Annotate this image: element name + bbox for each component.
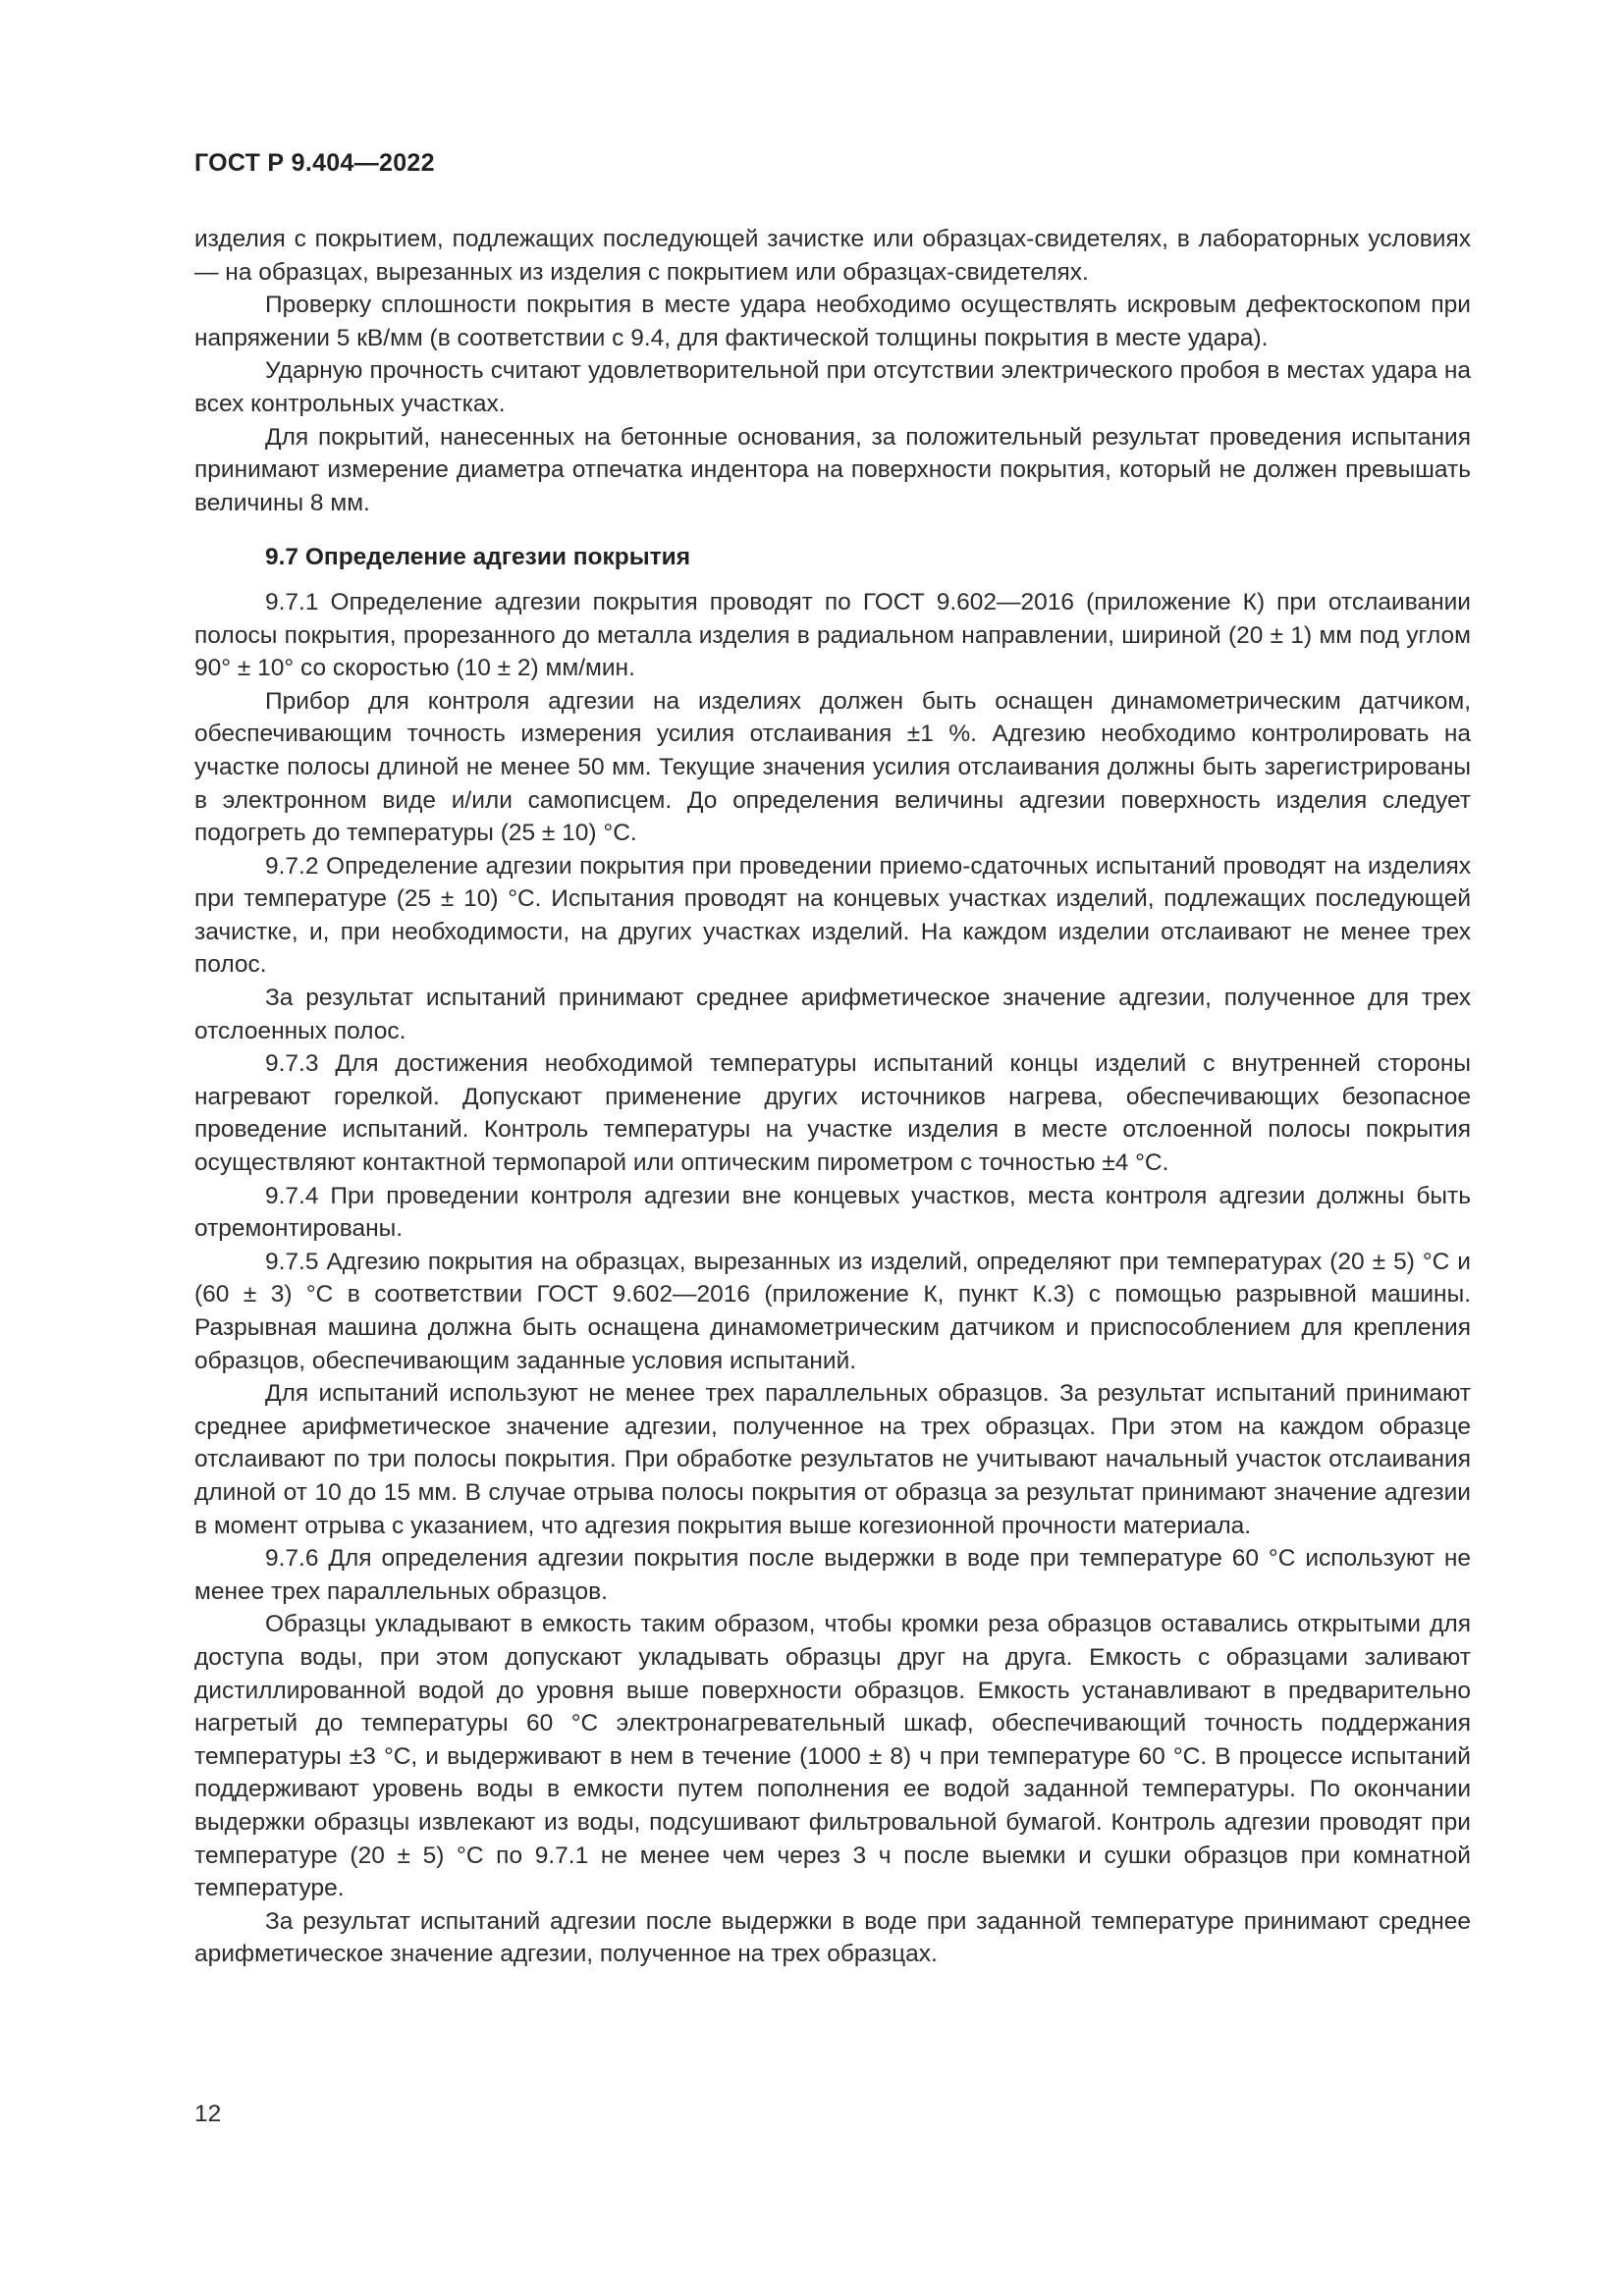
paragraph: 9.7.2 Определение адгезии покрытия при проведении приемо-сдаточных испытаний проводят на изделиях при температуре (25 ± 10) °С. Испытания проводят на концевых участках изделий, подлежащих последующей зачистке, и, при необходимости, на других участках изделий. На каждом изделии отслаивают не менее трех полос. — [194, 852, 1471, 979]
paragraph: За результат испытаний принимают среднее арифметическое значение адгезии, полученное для трех отслоенных полос. — [194, 985, 1471, 1044]
page-number: 12 — [194, 2101, 222, 2127]
paragraph: Проверку сплошности покрытия в месте удара необходимо осуществлять искровым дефектоскопом при напряжении 5 кВ/мм (в соответствии с 9.4, для фактической толщины покрытия в месте удара). — [194, 292, 1471, 351]
paragraph: 9.7.3 Для достижения необходимой температуры испытаний концы изделий с внутренней стороны нагревают горелкой. Допускают применение других источников нагрева, обеспечивающих безопасное проведение испытаний. Контроль температуры на участке изделия в месте отслоенной полосы покрытия осуществляют контактной термопарой или оптическим пирометром с точностью ±4 °С. — [194, 1050, 1471, 1177]
document-body — [194, 223, 1471, 1971]
paragraph: изделия с покрытием, подлежащих последующей зачистке или образцах-свидетелях, в лабораторных условиях — на образцах, вырезанных из изделия с покрытием или образцах-свидетелях. — [194, 226, 1471, 286]
paragraph: За результат испытаний адгезии после выдержки в воде при заданной температуре принимают среднее арифметическое значение адгезии, полученное на трех образцах. — [194, 1907, 1471, 1968]
paragraph: 9.7.1 Определение адгезии покрытия проводят по ГОСТ 9.602—2016 (приложение К) при отслаивании полосы покрытия, прорезанного до металла изделия в радиальном направлении, шириной (20 ± 1) мм под углом 90° ± 10° со скоростью (10 ± 2) мм/мин. — [194, 588, 1471, 682]
paragraph: Ударную прочность считают удовлетворительной при отсутствии электрического пробоя в местах удара на всех контрольных участках. — [194, 357, 1471, 417]
paragraph: Для испытаний используют не менее трех параллельных образцов. За результат испытаний принимают среднее арифметическое значение адгезии, полученное на трех образцах. При этом на каждом образце отслаивают по три полосы покрытия. При обработке результатов не учитывают начальный участок отслаивания длиной от 10 до 15 мм. В случае отрыва полосы покрытия от образца за результат принимают значение адгезии в момент отрыва с указанием, что адгезия покрытия выше когезионной прочности материала. — [194, 1380, 1471, 1539]
paragraph: Для покрытий, нанесенных на бетонные основания, за положительный результат проведения испытания принимают измерение диаметра отпечатка индентора на поверхности покрытия, который не должен превышать величины 8 мм. — [194, 423, 1471, 516]
paragraph: 9.7.5 Адгезию покрытия на образцах, вырезанных из изделий, определяют при температурах (20 ± 5) °С и (60 ± 3) °С в соответствии ГОСТ 9.602—2016 (приложение К, пункт К.3) с помощью разрывной машины. Разрывная машина должна быть оснащена динамометрическим датчиком и приспособлением для крепления образцов, обеспечивающим заданные условия испытаний. — [194, 1248, 1471, 1374]
paragraph: Прибор для контроля адгезии на изделиях должен быть оснащен динамометрическим датчиком, обеспечивающим точность измерения усилия отслаивания ±1 %. Адгезию необходимо контролировать на участке полосы длиной не менее 50 мм. Текущие значения усилия отслаивания должны быть зарегистрированы в электронном виде и/или самописцем. До определения величины адгезии поверхность изделия следует подогреть до температуры (25 ± 10) °С. — [194, 687, 1471, 847]
paragraph: 9.7.4 При проведении контроля адгезии вне концевых участков, места контроля адгезии должны быть отремонтированы. — [194, 1182, 1471, 1243]
section-heading: 9.7 Определение адгезии покрытия — [265, 544, 691, 571]
paragraph: 9.7.6 Для определения адгезии покрытия после выдержки в воде при температуре 60 °С используют не менее трех параллельных образцов. — [194, 1545, 1471, 1605]
document-header: ГОСТ Р 9.404—2022 — [194, 149, 435, 177]
paragraph: Образцы укладывают в емкость таким образом, чтобы кромки реза образцов оставались открытыми для доступа воды, при этом допускают укладывать образцы друг на друга. Емкость с образцами заливают дистиллированной водой до уровня выше поверхности образцов. Емкость устанавливают в предварительно нагретый до температуры 60 °С электронагревательный шкаф, обеспечивающий точность поддержания температуры ±3 °С, и выдерживают в нем в течение (1000 ± 8) ч при температуре 60 °С. В процессе испытаний поддерживают уровень воды в емкости путем пополнения ее водой заданной температуры. По окончании выдержки образцы извлекают из воды, подсушивают фильтровальной бумагой. Контроль адгезии проводят при температуре (20 ± 5) °С по 9.7.1 не менее чем через 3 ч после выемки и сушки образцов при комнатной температуре. — [194, 1611, 1471, 1902]
